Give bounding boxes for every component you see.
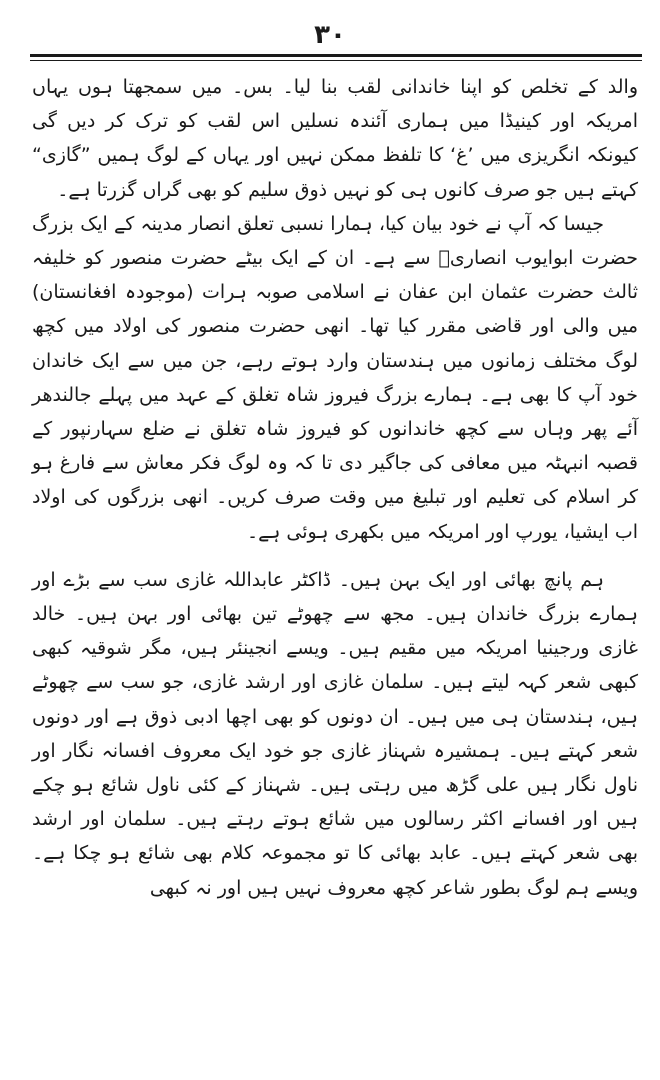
header-rule-thin <box>30 60 642 61</box>
paragraph-2: جیسا کہ آپ نے خود بیان کیا، ہمارا نسبی تعلق انصار مدینہ کے ایک بزرگ حضرت ابوایوب انصاریؓ سے ہے۔ ان کے ایک بیٹے حضرت منصور کو خلیفہ ثالث حضرت عثمان ابن عفان نے اسلامی صوبہ ہرات (موجودہ افغانستان) میں والی اور قاضی مقرر کیا تھا۔ انھی حضرت منصور کی اولاد میں کچھ لوگ مختلف زمانوں میں ہندستان وارد ہوتے رہے، جن میں سے ایک خاندان خود آپ کا بھی ہے۔ ہمارے بزرگ فیروز شاہ تغلق کے عہد میں پہلے جالندھر آئے پھر وہاں سے کچھ خاندانوں کو فیروز شاہ تغلق نے ضلع سہارنپور کے قصبہ انبہٹہ میں معافی کی جاگیر دی تا کہ وہ لوگ فکر معاش سے فارغ ہو کر اسلام کی تعلیم اور تبلیغ میں وقت صرف کریں۔ انھی بزرگوں کی اولاد اب ایشیا، یورپ اور امریکہ میں بکھری ہوئی ہے۔ <box>32 212 638 543</box>
header-rule <box>30 54 642 64</box>
paragraph-1: والد کے تخلص کو اپنا خاندانی لقب بنا لیا۔ بس۔ میں سمجھتا ہوں یہاں امریکہ اور کینیڈا میں ہماری آئندہ نسلیں اس لقب کو ترک کر دیں گی کیونکہ انگریزی میں ’غ‘ کا تلفظ ممکن نہیں اور یہاں کے لوگ ہمیں ”گازی“ کہتے ہیں جو صرف کانوں ہی کو نہیں ذوق سلیم کو بھی گراں گزرتا ہے۔ <box>32 76 638 201</box>
paragraph-3: ہم پانچ بھائی اور ایک بہن ہیں۔ ڈاکٹر عابداللہ غازی سب سے بڑے اور ہمارے بزرگ خاندان ہیں۔ مجھ سے چھوٹے تین بھائی اور بہن ہیں۔ خالد غازی ورجینیا امریکہ میں مقیم ہیں۔ ویسے انجینئر ہیں، مگر شوقیہ کبھی کبھی شعر کہہ لیتے ہیں۔ سلمان غازی اور ارشد غازی، جو سب سے چھوٹے ہیں، ہندستان ہی میں ہیں۔ ان دونوں کو بھی اچھا ادبی ذوق ہے اور دونوں شعر کہتے ہیں۔ ہمشیرہ شہناز غازی جو خود ایک معروف افسانہ نگار اور ناول نگار ہیں علی گڑھ میں رہتی ہیں۔ شہناز کے کئی ناول شائع ہو چکے ہیں اور افسانے اکثر رسالوں میں شائع ہوتے رہتے ہیں۔ سلمان اور ارشد بھی شعر کہتے ہیں۔ عابد بھائی کا تو مجموعہ کلام بھی شائع ہو چکا ہے۔ ویسے ہم لوگ بطور شاعر کچھ معروف نہیں ہیں اور نہ کبھی <box>32 568 638 899</box>
page-number: ۳۰ <box>314 20 346 50</box>
page-body <box>32 70 638 905</box>
header-rule-thick <box>30 54 642 57</box>
